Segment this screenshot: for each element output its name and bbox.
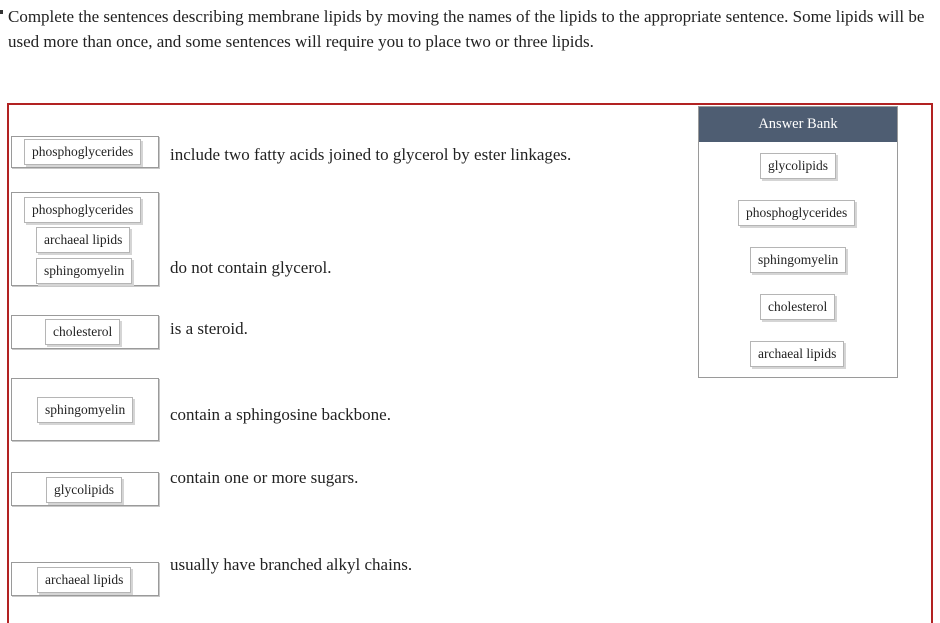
drop-zone-5[interactable] bbox=[11, 472, 159, 506]
placed-chip[interactable]: glycolipids bbox=[46, 477, 122, 503]
sentence-6: usually have branched alkyl chains. bbox=[170, 555, 413, 574]
sentence-4: contain a sphingosine backbone. bbox=[170, 405, 391, 424]
drop-zone-4[interactable] bbox=[11, 378, 159, 441]
placed-chip[interactable]: sphingomyelin bbox=[37, 397, 133, 423]
left-edge-marker bbox=[0, 10, 3, 14]
placed-chip[interactable]: sphingomyelin bbox=[36, 258, 132, 284]
placed-chip[interactable]: archaeal lipids bbox=[37, 567, 131, 593]
drop-zone-6[interactable] bbox=[11, 562, 159, 596]
placed-chip[interactable]: cholesterol bbox=[45, 319, 120, 345]
bank-chip-cholesterol[interactable]: cholesterol bbox=[760, 294, 835, 320]
placed-chip[interactable]: phosphoglycerides bbox=[24, 139, 141, 165]
bank-chip-sphingomyelin[interactable]: sphingomyelin bbox=[750, 247, 846, 273]
sentence-1: include two fatty acids joined to glycerol by ester linkages. bbox=[170, 145, 572, 164]
drop-zone-3[interactable] bbox=[11, 315, 159, 349]
sentence-5: contain one or more sugars. bbox=[170, 468, 359, 487]
drop-zone-2[interactable] bbox=[11, 192, 159, 286]
placed-chip[interactable]: phosphoglycerides bbox=[24, 197, 141, 223]
sentence-2: do not contain glycerol. bbox=[170, 258, 332, 277]
answer-bank bbox=[698, 106, 898, 378]
answer-bank-title: Answer Bank bbox=[699, 107, 897, 142]
bank-chip-phosphoglycerides[interactable]: phosphoglycerides bbox=[738, 200, 855, 226]
sentence-3: is a steroid. bbox=[170, 319, 248, 338]
instructions-text: Complete the sentences describing membrane lipids by moving the names of the lipids to the appropriate sentence. Some lipids will be used more than once, and some sentences will require you to place two or three lipids. bbox=[8, 7, 925, 51]
bank-chip-glycolipids[interactable]: glycolipids bbox=[760, 153, 836, 179]
drop-zone-1[interactable] bbox=[11, 136, 159, 168]
placed-chip[interactable]: archaeal lipids bbox=[36, 227, 130, 253]
bank-chip-archaeal-lipids[interactable]: archaeal lipids bbox=[750, 341, 844, 367]
